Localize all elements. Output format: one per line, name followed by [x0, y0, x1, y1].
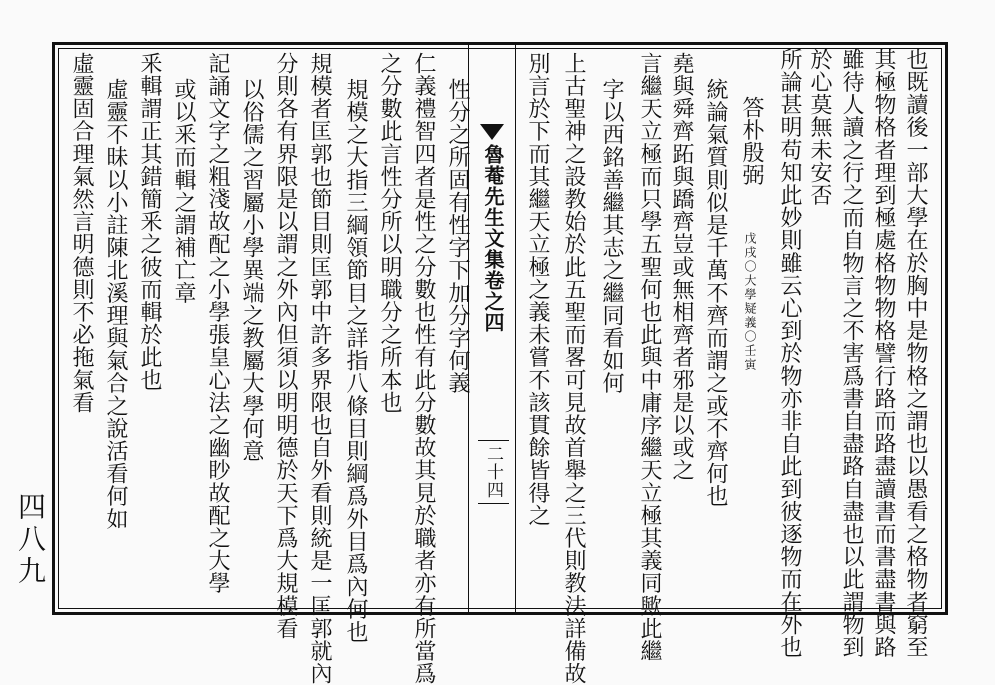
- text-column-23: 虛靈不昧以小註陳北溪理與氣合之說活看何如: [103, 78, 128, 530]
- text-column-11: 上古聖神之設教始於此五聖而畧可見故首舉之三代則教法詳備故: [561, 52, 586, 685]
- text-column-3: 雖待人讀之行之而自物言之不害爲書自盡路自盡也以此謂物到: [839, 48, 864, 659]
- section-note: 戊戌〇大學疑義〇壬寅: [743, 232, 757, 372]
- text-column-2: 其極物格者理到極處格物物格譬行路而路盡讀書而書盡書與路: [871, 48, 896, 659]
- text-column-17: 規模者匡郭也節目則匡郭中許多界限也自外看則統是一匡郭就內: [307, 52, 332, 685]
- text-column-21: 或以釆而輯之謂補亡章: [171, 78, 196, 304]
- text-column-20: 記誦文字之粗淺故配之小學張皇心法之幽眇故配之大學: [205, 52, 230, 595]
- text-column-7: 統論氣質則似是千萬不齊而謂之或不齊何也: [703, 78, 728, 508]
- text-column-12: 別言於下而其繼天立極之義未嘗不該貫餘皆得之: [525, 52, 550, 527]
- text-column-5: 所論甚明苟知此妙則雖云心到於物亦非自此到彼逐物而在外也: [777, 48, 802, 659]
- text-column-13: 性分之所固有性字下加分字何義: [445, 78, 470, 395]
- text-column-18: 分則各有界限是以謂之外內但須以明明德於天下爲大規模看: [273, 52, 298, 640]
- fish-tail-mark: [480, 124, 504, 140]
- text-column-10: 字以西銘善繼其志之繼同看如何: [599, 78, 624, 395]
- leaf-number: 二十四: [478, 440, 509, 504]
- text-column-19: 以俗儒之習屬小學異端之教屬大學何意: [239, 78, 264, 463]
- text-column-15: 之分數此言性分所以明職分之所本也: [377, 52, 402, 414]
- text-column-22: 釆輯謂正其錯簡釆之彼而輯於此也: [137, 52, 162, 391]
- section-heading: 答朴殷弼: [739, 96, 764, 187]
- text-column-14: 仁義禮智四者是性之分數也性有此分數故其見於職者亦有所當爲: [411, 52, 436, 685]
- text-column-24: 虛靈固合理氣然言明德則不必拖氣看: [69, 52, 94, 414]
- text-column-16: 規模之大指三綱領節目之詳指八條目則綱爲外目爲內何也: [343, 78, 368, 643]
- text-column-1: 也既讀後一部大學在於胸中是物格之謂也以愚看之格物者窮至: [903, 48, 928, 659]
- text-column-8: 堯與舜齊跖與蹻齊豈或無相齊者邪是以或之: [669, 52, 694, 482]
- text-column-9: 言繼天立極而只學五聖何也此與中庸序繼天立極其義同歟此繼: [637, 52, 662, 663]
- margin-page-number: 四八九: [14, 492, 47, 588]
- text-column-4: 於心莫無未安否: [807, 48, 832, 207]
- spine-title: 魯菴先生文集卷之四: [481, 144, 505, 333]
